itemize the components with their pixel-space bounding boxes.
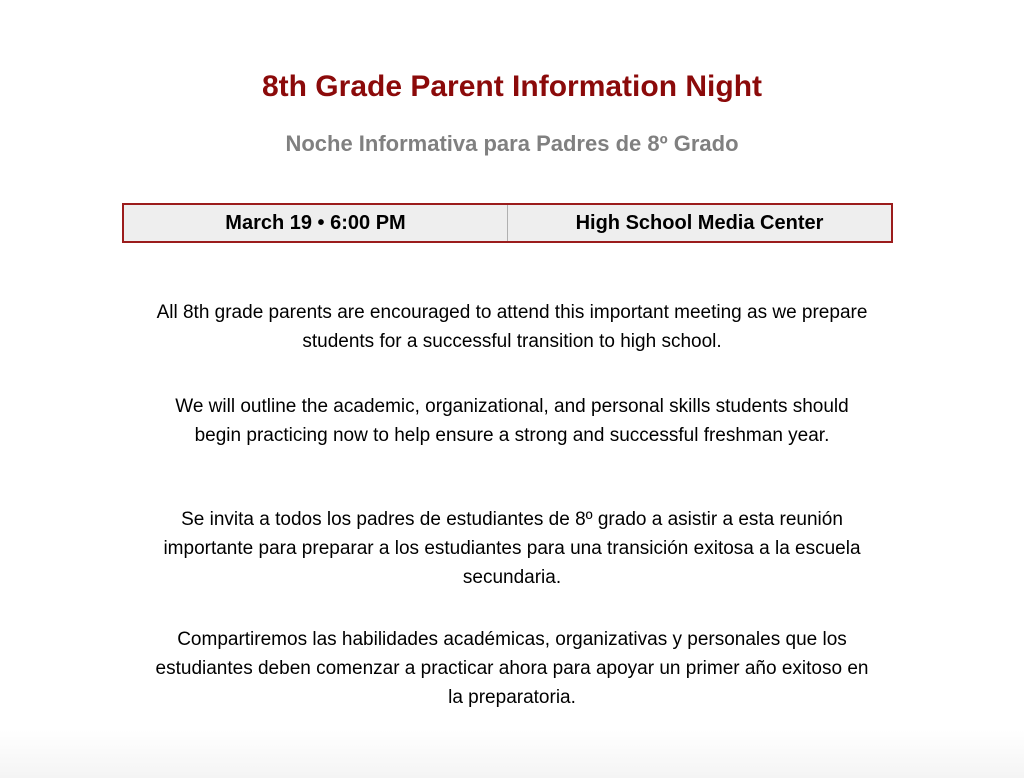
page-title: 8th Grade Parent Information Night — [261, 70, 763, 103]
paragraph-spanish-1 — [0, 505, 1024, 592]
paragraph-english-2 — [0, 392, 1024, 450]
text-line: secundaria. — [462, 567, 562, 588]
paragraph-english-1 — [0, 298, 1024, 356]
text-line: estudiantes deben comenzar a practicar ahora para apoyar un primer año exitoso en — [155, 658, 869, 679]
text-line: We will outline the academic, organizational, and personal skills students should — [175, 396, 849, 417]
text-line: begin practicing now to help ensure a strong and successful freshman year. — [194, 425, 830, 446]
text-line: students for a successful transition to high school. — [302, 331, 722, 352]
event-info-table — [122, 203, 893, 243]
event-location: High School Media Center — [507, 205, 891, 241]
text-line: la preparatoria. — [448, 687, 576, 708]
text-line: Se invita a todos los padres de estudiantes de 8º grado a asistir a esta reunión — [181, 509, 843, 530]
text-line: All 8th grade parents are encouraged to attend this important meeting as we prepare — [156, 302, 868, 323]
event-date-time: March 19 • 6:00 PM — [225, 211, 406, 234]
text-line: Compartiremos las habilidades académicas, organizativas y personales que los — [177, 629, 847, 650]
paragraph-spanish-2 — [0, 625, 1024, 712]
page-subtitle: Noche Informativa para Padres de 8º Grado — [285, 131, 739, 156]
text-line: importante para preparar a los estudiantes para una transición exitosa a la escuela — [163, 538, 861, 559]
